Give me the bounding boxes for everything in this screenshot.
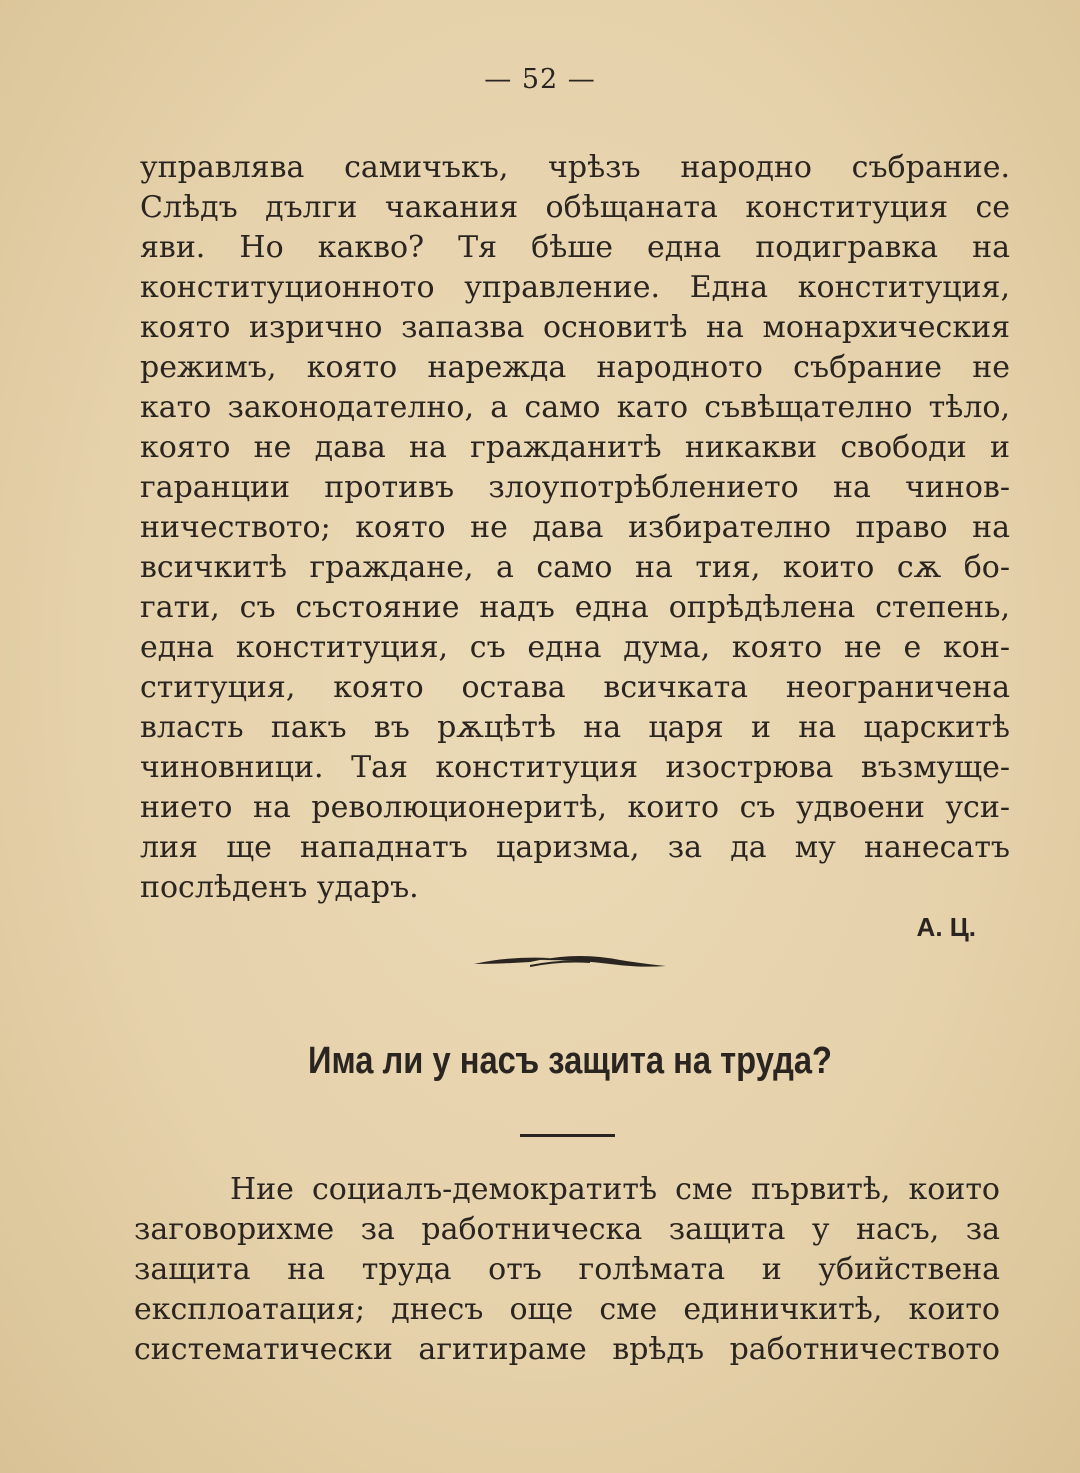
text-line: която не дава на гражданитѣ никакви свободи и xyxy=(140,430,1010,465)
text-line: ничеството; която не дава избирателно право на xyxy=(140,510,1010,545)
title-underline xyxy=(520,1134,615,1137)
text-line: всичкитѣ граждане, а само на тия, които сѫ бо- xyxy=(140,550,1010,585)
text-line: нието на революционеритѣ, които съ удвоени уси- xyxy=(140,790,1010,825)
text-line: управлява самичъкъ, чрѣзъ народно събрание. xyxy=(140,150,1010,185)
text-line: заговорихме за работническа защита у насъ, за xyxy=(134,1212,1000,1247)
section-title: Има ли у насъ защита на труда? xyxy=(308,1040,832,1082)
author-signature: А. Ц. xyxy=(916,912,976,942)
text-line: режимъ, която нарежда народното събрание не xyxy=(140,350,1010,385)
text-line: ституция, която остава всичката неограничена xyxy=(140,670,1010,705)
text-line: експлоатация; днесъ още сме единичкитѣ, които xyxy=(134,1292,1000,1327)
text-line: гати, съ състояние надъ една опрѣдѣлена степень, xyxy=(140,590,1010,625)
text-line: гаранции противъ злоупотрѣблението на чинов- xyxy=(140,470,1010,505)
text-line: защита на труда отъ голѣмата и убийствена xyxy=(134,1252,1000,1287)
text-line: Слѣдъ дълги чакания обѣщаната конституция се xyxy=(140,190,1010,225)
text-line: лия ще нападнатъ царизма, за да му нанесатъ xyxy=(140,830,1010,865)
text-line: която изрично запазва основитѣ на монархическия xyxy=(140,310,1010,345)
text-line: яви. Но какво? Тя бѣше една подигравка на xyxy=(140,230,1010,265)
text-line: една конституция, съ една дума, която не е кон- xyxy=(140,630,1010,665)
page-number: — 52 — xyxy=(484,64,596,95)
text-line: чиновници. Тая конституция изострюва възмуще- xyxy=(140,750,1010,785)
text-line: конституционното управление. Една конституция, xyxy=(140,270,1010,305)
text-line: Ние социалъ-демократитѣ сме първитѣ, които xyxy=(230,1172,1000,1207)
article-two-body xyxy=(134,1170,1000,1370)
text-line: систематически агитираме врѣдъ работничеството xyxy=(134,1332,1000,1367)
divider-ornament xyxy=(470,948,670,978)
text-line: послѣденъ ударъ. xyxy=(140,870,419,905)
text-line: като законодателно, а само като съвѣщателно тѣло, xyxy=(140,390,1010,425)
article-one-body xyxy=(140,148,1010,908)
text-line: власть пакъ въ рѫцѣтѣ на царя и на царскитѣ xyxy=(140,710,1010,745)
